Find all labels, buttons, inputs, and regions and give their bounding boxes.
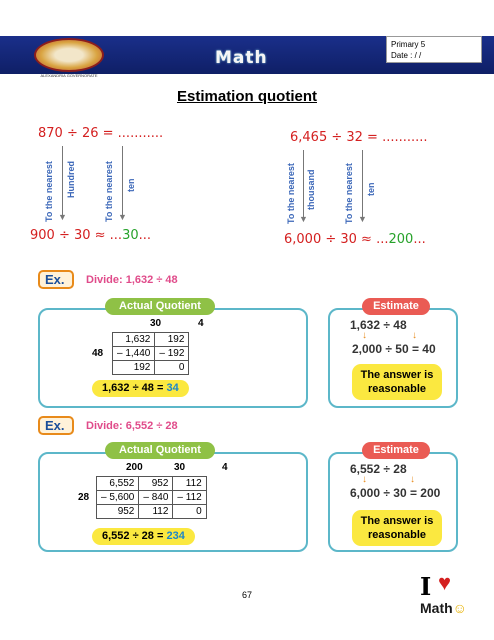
smiley-icon: ☺ (452, 600, 467, 616)
example2-problem: 6,465 ÷ 32 = ........... (290, 130, 428, 145)
example2-label-right-2: ten (366, 182, 376, 196)
example1-estimate: 900 ÷ 30 ≈ ...30... (30, 228, 152, 243)
school-logo (34, 38, 104, 72)
example2-label-left-2: thousand (306, 169, 316, 210)
ex-badge: Ex. (38, 416, 74, 435)
ex-a-head-2: 4 (198, 318, 204, 329)
ex-b-actual-label: Actual Quotient (105, 442, 215, 459)
example1-label-right-2: ten (126, 178, 136, 192)
ex-a-prompt: Divide: 1,632 ÷ 48 (86, 274, 178, 286)
ex-b-head-1: 200 (126, 462, 143, 473)
example2-estimate: 6,000 ÷ 30 ≈ ...200... (284, 232, 426, 247)
example1-label-left-1: To the nearest (44, 161, 54, 222)
ex-b-prompt: Divide: 6,552 ÷ 28 (86, 420, 178, 432)
ex-b-estimate-label: Estimate (362, 442, 430, 459)
page-title: Estimation quotient (177, 88, 317, 105)
ex-b-head-3: 4 (222, 462, 228, 473)
ex-a-head-1: 30 (150, 318, 162, 329)
ex-b-head-2: 30 (174, 462, 186, 473)
ex-a-reason: The answer is reasonable (352, 364, 442, 400)
heart-icon: ♥ (438, 570, 452, 595)
date-field: Date : / / (391, 51, 422, 60)
down-arrow-icon: ↓ (410, 474, 415, 485)
subject-title: Math (215, 48, 268, 68)
example1-arrow-left (62, 146, 63, 218)
example2-arrow-right (362, 150, 363, 220)
ex-b-est-line2: 6,000 ÷ 30 = 200 (350, 486, 441, 500)
example2-label-right-1: To the nearest (344, 163, 354, 224)
page-number: 67 (241, 590, 252, 600)
down-arrow-icon: ▼ (358, 214, 367, 224)
ex-b-division-table: 6,552 952 112 – 5,600 – 840 – 112 952 112 0 (96, 476, 207, 519)
down-arrow-icon: ↓ (412, 330, 417, 341)
ex-a-result: 1,632 ÷ 48 = 34 (92, 380, 189, 397)
ex-b-reason: The answer is reasonable (352, 510, 442, 546)
grade-label: Primary 5 (391, 40, 426, 49)
ex-a-actual-label: Actual Quotient (105, 298, 215, 315)
ex-a-estimate-label: Estimate (362, 298, 430, 315)
grade-date-box (386, 36, 482, 63)
ex-a-est-line2: 2,000 ÷ 50 = 40 (352, 342, 436, 356)
ex-a-est-line1: 1,632 ÷ 48 (350, 318, 407, 332)
example1-problem: 870 ÷ 26 = ........... (38, 126, 164, 141)
ex-b-result: 6,552 ÷ 28 = 234 (92, 528, 195, 545)
ex-b-est-line1: 6,552 ÷ 28 (350, 462, 407, 476)
brand-math: Math☺ (420, 600, 467, 616)
logo-caption: ALEXANDRIA GOVERNORATE (40, 73, 98, 78)
ex-a-division-table: 1,632 192 – 1,440 – 192 192 0 (112, 332, 189, 375)
example1-arrow-right (122, 146, 123, 218)
ex-b-divisor: 28 (78, 492, 90, 503)
example1-label-right-1: To the nearest (104, 161, 114, 222)
down-arrow-icon: ↓ (362, 330, 367, 341)
down-arrow-icon: ▼ (299, 214, 308, 224)
down-arrow-icon: ↓ (362, 474, 367, 485)
ex-a-divisor: 48 (92, 348, 104, 359)
down-arrow-icon: ▼ (118, 212, 127, 222)
ex-badge: Ex. (38, 270, 74, 289)
brand-i: I (420, 572, 432, 601)
example2-arrow-left (303, 150, 304, 220)
example1-label-left-2: Hundred (66, 161, 76, 198)
example2-label-left-1: To the nearest (286, 163, 296, 224)
down-arrow-icon: ▼ (58, 212, 67, 222)
